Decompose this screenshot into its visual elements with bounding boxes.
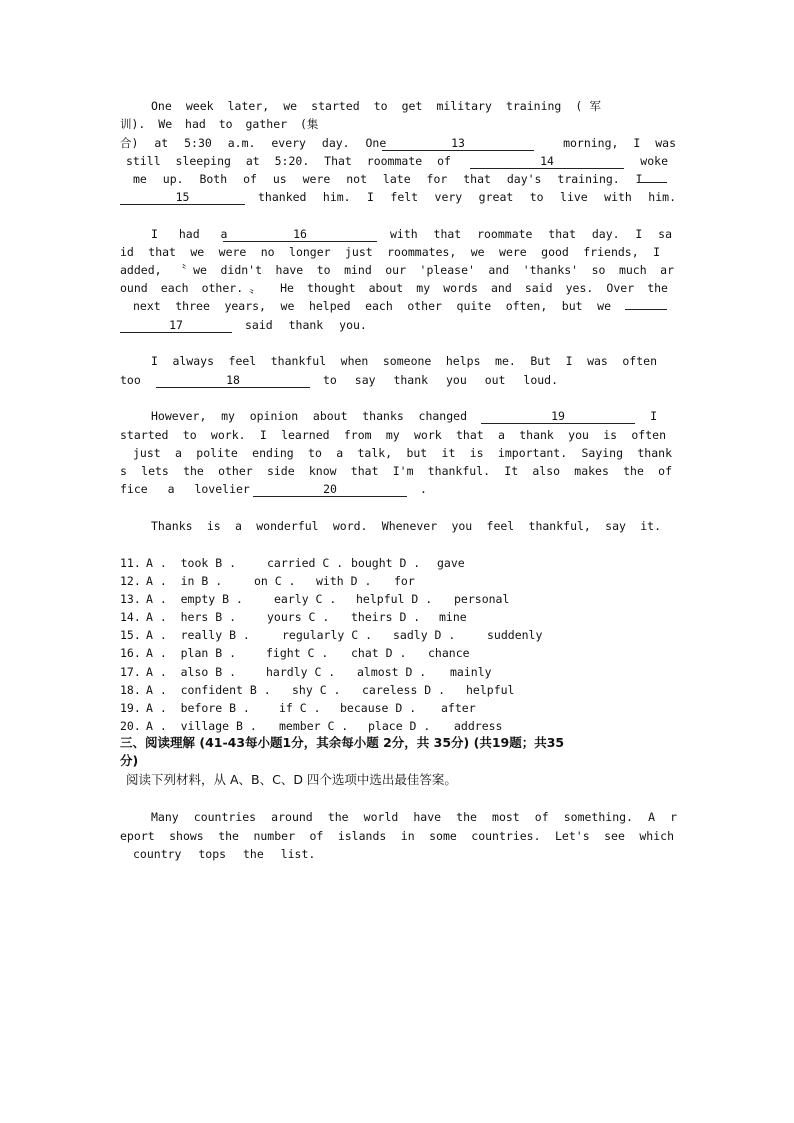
option-text: if C . bbox=[279, 701, 321, 715]
passage-line: eport shows the number of islands in some countries. Let's see which bbox=[120, 829, 674, 843]
option-text: helpful bbox=[466, 683, 515, 697]
text-segment: 合) at 5:30 a.m. every day. One bbox=[120, 136, 387, 150]
question-number: 11. bbox=[120, 556, 141, 570]
option-text: theirs D . bbox=[351, 610, 421, 624]
text-segment: too bbox=[120, 373, 141, 387]
passage-line bbox=[133, 170, 667, 188]
option-text: regularly C . bbox=[282, 628, 373, 642]
option-text: member C . bbox=[279, 719, 349, 733]
option-text: fight C . bbox=[266, 646, 329, 660]
question-number: 12. bbox=[120, 574, 141, 588]
text-segment: thanked him. I felt very great to live with him. bbox=[258, 190, 676, 204]
blank-20: 20 bbox=[253, 482, 407, 497]
option-row-17 bbox=[120, 663, 492, 681]
option-row-13 bbox=[120, 590, 509, 608]
passage-line: Thanks is a wonderful word. Whenever you feel thankful, say it. bbox=[151, 519, 661, 533]
option-text: A . in B . bbox=[146, 574, 223, 588]
option-text: A . empty B . bbox=[146, 592, 243, 606]
question-number: 14. bbox=[120, 610, 141, 624]
option-row-20 bbox=[120, 717, 502, 735]
passage-line: I always feel thankful when someone helps me. But I was often bbox=[151, 354, 657, 368]
text-segment: to say thank you out loud. bbox=[323, 373, 559, 387]
blank-14: 14 bbox=[470, 154, 624, 169]
text-segment: woke bbox=[640, 154, 668, 168]
question-number: 17. bbox=[120, 665, 141, 679]
option-text: sadly D . bbox=[393, 628, 456, 642]
question-number: 16. bbox=[120, 646, 141, 660]
blank-15-start bbox=[637, 182, 667, 183]
option-text: A . confident B . bbox=[146, 683, 271, 697]
option-row-16 bbox=[120, 644, 470, 662]
option-text: bought D . bbox=[351, 556, 421, 570]
passage-line bbox=[151, 407, 657, 425]
blank-19: 19 bbox=[481, 409, 635, 424]
option-text: gave bbox=[437, 556, 465, 570]
section-instruction: 阅读下列材料，从 A、B、C、D 四个选项中选出最佳答案。 bbox=[126, 772, 457, 787]
option-text: for bbox=[394, 574, 415, 588]
option-text: mainly bbox=[450, 665, 492, 679]
option-text: careless D . bbox=[362, 683, 446, 697]
passage-line bbox=[120, 316, 676, 334]
passage-line: id that we were no longer just roommates, we were good friends, I bbox=[120, 245, 660, 259]
text-segment: I had a bbox=[151, 227, 228, 241]
option-text: A . also B . bbox=[146, 665, 237, 679]
passage-line: One week later, we started to get military training (军 bbox=[151, 99, 601, 113]
option-text: shy C . bbox=[292, 683, 341, 697]
question-number: 20. bbox=[120, 719, 141, 733]
option-text: A . really B . bbox=[146, 628, 250, 642]
text-segment: with that roommate that day. I sa bbox=[390, 227, 672, 241]
text-segment: said thank you. bbox=[245, 318, 367, 332]
option-row-14 bbox=[120, 608, 467, 626]
option-text: A . hers B . bbox=[146, 610, 237, 624]
option-text: after bbox=[441, 701, 476, 715]
option-text: A . took B . bbox=[146, 556, 237, 570]
option-text: yours C . bbox=[267, 610, 330, 624]
option-text: chance bbox=[428, 646, 470, 660]
passage-line: s lets the other side know that I'm thankful. It also makes the of bbox=[120, 464, 672, 478]
passage-line: added, 〝we didn't have to mind our 'please' and 'thanks' so much ar bbox=[120, 263, 674, 277]
option-text: because D . bbox=[340, 701, 417, 715]
blank-13: 13 bbox=[382, 136, 534, 151]
option-text: personal bbox=[454, 592, 510, 606]
option-text: on C . bbox=[254, 574, 296, 588]
option-text: hardly C . bbox=[266, 665, 336, 679]
text-segment: still sleeping at 5:20. That roommate of bbox=[126, 154, 451, 168]
option-text: early C . bbox=[274, 592, 337, 606]
option-text: with D . bbox=[316, 574, 372, 588]
passage-line: country tops the list. bbox=[133, 847, 316, 861]
passage-line bbox=[120, 371, 676, 389]
text-segment: morning, I was bbox=[563, 136, 676, 150]
blank-16: 16 bbox=[223, 227, 377, 242]
option-row-12 bbox=[120, 572, 415, 590]
option-text: chat D . bbox=[351, 646, 407, 660]
option-text: carried C . bbox=[267, 556, 344, 570]
option-text: A . village B . bbox=[146, 719, 257, 733]
passage-line bbox=[126, 152, 668, 170]
question-number: 19. bbox=[120, 701, 141, 715]
text-segment: However, my opinion about thanks changed bbox=[151, 409, 467, 423]
section-heading: 三、阅读理解 (41-43每小题1分，其余每小题 2分，共 35分) (共19题；共35 bbox=[120, 735, 565, 750]
text-segment: next three years, we helped each other quite often, but we bbox=[133, 299, 611, 313]
passage-line: just a polite ending to a talk, but it is important. Saying thank bbox=[133, 446, 672, 460]
option-text: helpful D . bbox=[356, 592, 433, 606]
question-number: 15. bbox=[120, 628, 141, 642]
section-heading-continued: 分) bbox=[120, 753, 139, 768]
passage-line bbox=[120, 188, 676, 206]
question-number: 18. bbox=[120, 683, 141, 697]
option-row-18 bbox=[120, 681, 514, 699]
option-row-15 bbox=[120, 626, 542, 644]
passage-line bbox=[120, 480, 676, 498]
option-text: place D . bbox=[368, 719, 431, 733]
option-text: A . before B . bbox=[146, 701, 250, 715]
option-row-11 bbox=[120, 554, 465, 572]
passage-line: Many countries around the world have the most of something. A r bbox=[151, 810, 677, 824]
option-text: suddenly bbox=[487, 628, 543, 642]
passage-line bbox=[120, 134, 676, 152]
text-segment: I bbox=[650, 409, 657, 423]
option-text: almost D . bbox=[357, 665, 427, 679]
passage-line bbox=[151, 225, 672, 243]
blank-17: 17 bbox=[120, 318, 232, 333]
blank-17-start bbox=[625, 309, 667, 310]
text-segment: me up. Both of us were not late for that day's training. I bbox=[133, 172, 643, 186]
option-row-19 bbox=[120, 699, 476, 717]
question-number: 13. bbox=[120, 592, 141, 606]
text-segment: fice a lovelier bbox=[120, 482, 250, 496]
passage-line bbox=[133, 297, 667, 315]
option-text: mine bbox=[439, 610, 467, 624]
passage-line: started to work. I learned from my work that a thank you is often bbox=[120, 428, 666, 442]
passage-line: ound each other.〟 He thought about my words and said yes. Over the bbox=[120, 281, 668, 295]
option-text: A . plan B . bbox=[146, 646, 237, 660]
text-segment: . bbox=[420, 482, 427, 496]
option-text: address bbox=[454, 719, 503, 733]
blank-15: 15 bbox=[120, 190, 245, 205]
blank-18: 18 bbox=[156, 373, 310, 388]
passage-line: 训). We had to gather (集 bbox=[120, 117, 319, 131]
